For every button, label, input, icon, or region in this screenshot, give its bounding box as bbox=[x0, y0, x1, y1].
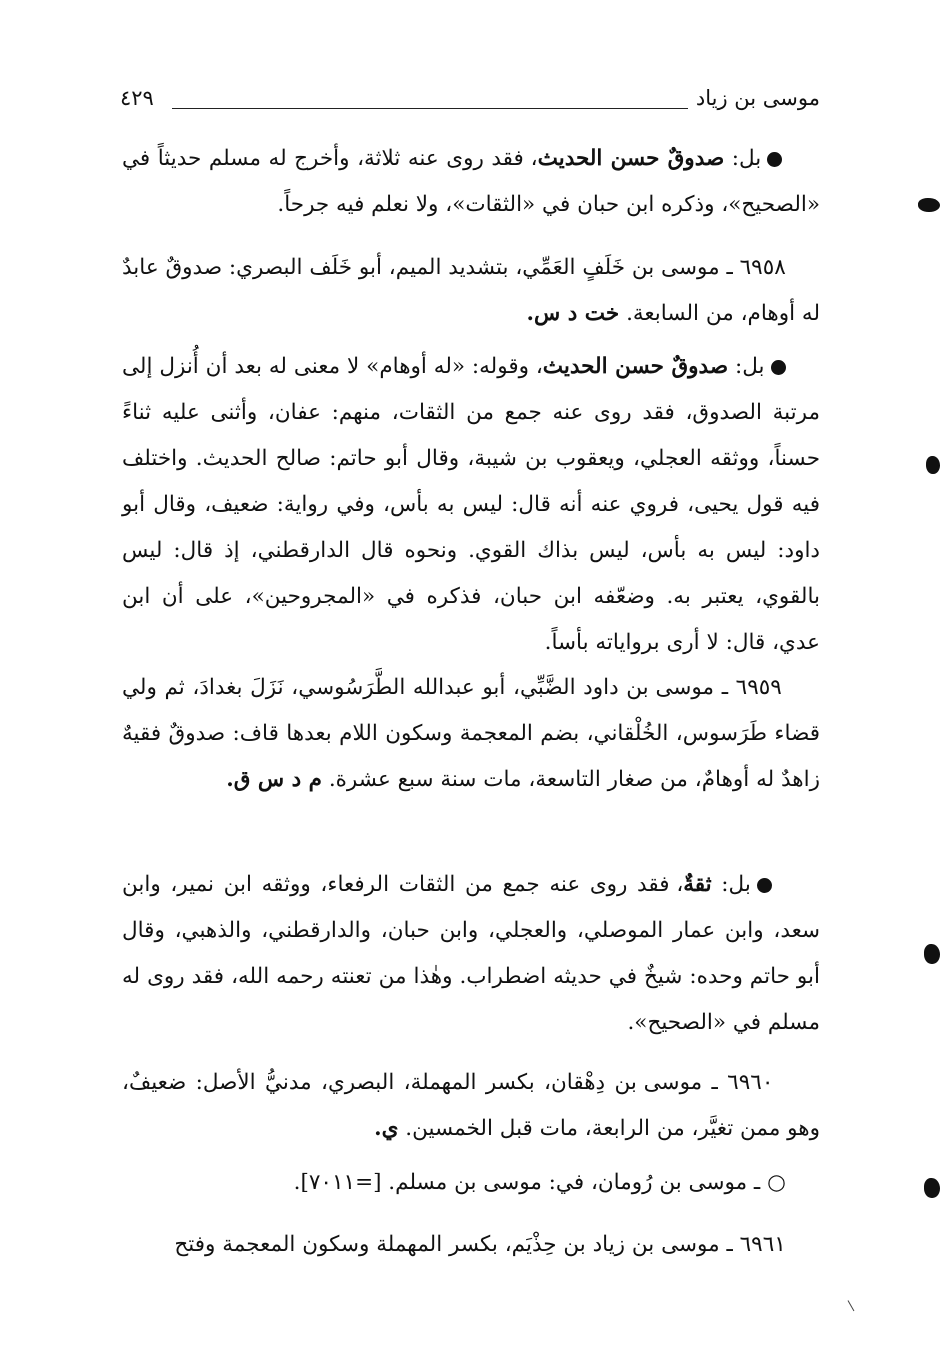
bullet-icon bbox=[757, 878, 772, 893]
commentary-block-1 bbox=[122, 136, 820, 228]
commentary-text: ، وقوله: «له أوهام» لا معنى له بعد أن أُنزل إلى مرتبة الصدوق، فقد روى عنه جمع من الثقات، منهم: عفان، وأثنى عليه ثناءً حسناً، ووثقه العجلي، ويعقوب بن شيبة، وقال أبو حاتم: صالح الحديث. واختلف فيه قول يحيى، فروي عنه أنه قال: ليس به بأس، وفي رواية: ضعيف، وقال أبو داود: ليس به بأس، ليس بذاك القوي. ونحوه قال الدارقطني، إذ قال: ليس بالقوي، يعتبر به. وضعّفه ابن حبان، فذكره في «المجروحين»، على أن ابن عدي، قال: لا أرى برواياته بأساً. bbox=[122, 354, 820, 655]
cross-reference bbox=[122, 1160, 820, 1206]
entry-text: موسى بن دِهْقان، بكسر المهملة، البصري، مدنيُّ الأصل: ضعيفٌ، وهو ممن تغيَّر، من الرابعة، مات قبل الخمسين. bbox=[122, 1070, 820, 1141]
entry-text: موسى بن زياد بن حِذْيَم، بكسر المهملة وسكون المعجمة وفتح bbox=[174, 1232, 720, 1257]
verdict-bold: ثقةٌ bbox=[683, 872, 712, 897]
page-number: ٤٢٩ bbox=[120, 86, 154, 110]
entry-text: موسى بن خَلَفٍ العَمِّي، بتشديد الميم، أبو خَلَف البصري: صدوقٌ عابدٌ له أوهام، من السابعة. bbox=[122, 255, 820, 326]
scan-mark bbox=[924, 944, 940, 964]
commentary-prefix: بل: bbox=[721, 872, 751, 897]
scan-mark bbox=[918, 198, 940, 212]
scan-mark bbox=[848, 1297, 861, 1311]
header-title: موسى بن زياد bbox=[695, 86, 820, 110]
commentary-prefix: بل: bbox=[731, 146, 762, 171]
entry-text: موسى بن داود الضَّبِّي، أبو عبدالله الطَّرَسُوسي، نَزَلَ بغدادَ، ثم ولي قضاء طَرَسوس، الخُلْقاني، بضم المعجمة وسكون اللام بعدها قاف: صدوقٌ فقيهٌ زاهدٌ له أوهامٌ، من صغار التاسعة، مات سنة سبع عشرة. bbox=[122, 675, 820, 792]
entry-number: ٦٩٦١ ـ bbox=[726, 1232, 786, 1257]
entry-6961 bbox=[122, 1222, 820, 1268]
entry-codes: ي. bbox=[374, 1116, 399, 1141]
entry-codes: م د س ق. bbox=[226, 767, 322, 792]
scan-mark bbox=[926, 456, 940, 474]
bullet-icon bbox=[767, 152, 782, 167]
entry-6959 bbox=[122, 665, 820, 803]
commentary-block-2 bbox=[122, 344, 820, 666]
commentary-block-3 bbox=[122, 862, 820, 1046]
entry-number: ٦٩٥٩ ـ bbox=[721, 675, 782, 700]
bullet-icon bbox=[771, 360, 786, 375]
entry-number: ٦٩٦٠ ـ bbox=[711, 1070, 774, 1095]
header-rule bbox=[172, 108, 688, 109]
cross-reference-text: ـ موسى بن رُومان، في: موسى بن مسلم. [=٧٠١١]. bbox=[293, 1170, 761, 1195]
circle-icon: ○ bbox=[767, 1170, 786, 1195]
running-header bbox=[120, 86, 820, 120]
commentary-prefix: بل: bbox=[735, 354, 765, 379]
entry-codes: خت د س. bbox=[526, 301, 620, 326]
verdict-bold: صدوقٌ حسن الحديث bbox=[542, 354, 729, 379]
verdict-bold: صدوقٌ حسن الحديث bbox=[537, 146, 725, 171]
commentary-text: ، فقد روى عنه ثلاثة، وأخرج له مسلم حديثاً في «الصحيح»، وذكره ابن حبان في «الثقات»، ولا نعلم فيه جرحاً. bbox=[122, 146, 820, 217]
entry-6960 bbox=[122, 1060, 820, 1152]
entry-6958 bbox=[122, 245, 820, 337]
commentary-text: ، فقد روى عنه جمع من الثقات الرفعاء، ووثقه ابن نمير، وابن سعد، وابن عمار الموصلي، والعجلي، وابن حبان، والدارقطني، والذهبي، وقال أبو حاتم وحده: شيخٌ في حديثه اضطراب. وهٰذا من تعنته رحمه الله، فقد روى له مسلم في «الصحيح». bbox=[122, 872, 820, 1035]
entry-number: ٦٩٥٨ ـ bbox=[726, 255, 786, 280]
scan-mark bbox=[924, 1178, 940, 1198]
